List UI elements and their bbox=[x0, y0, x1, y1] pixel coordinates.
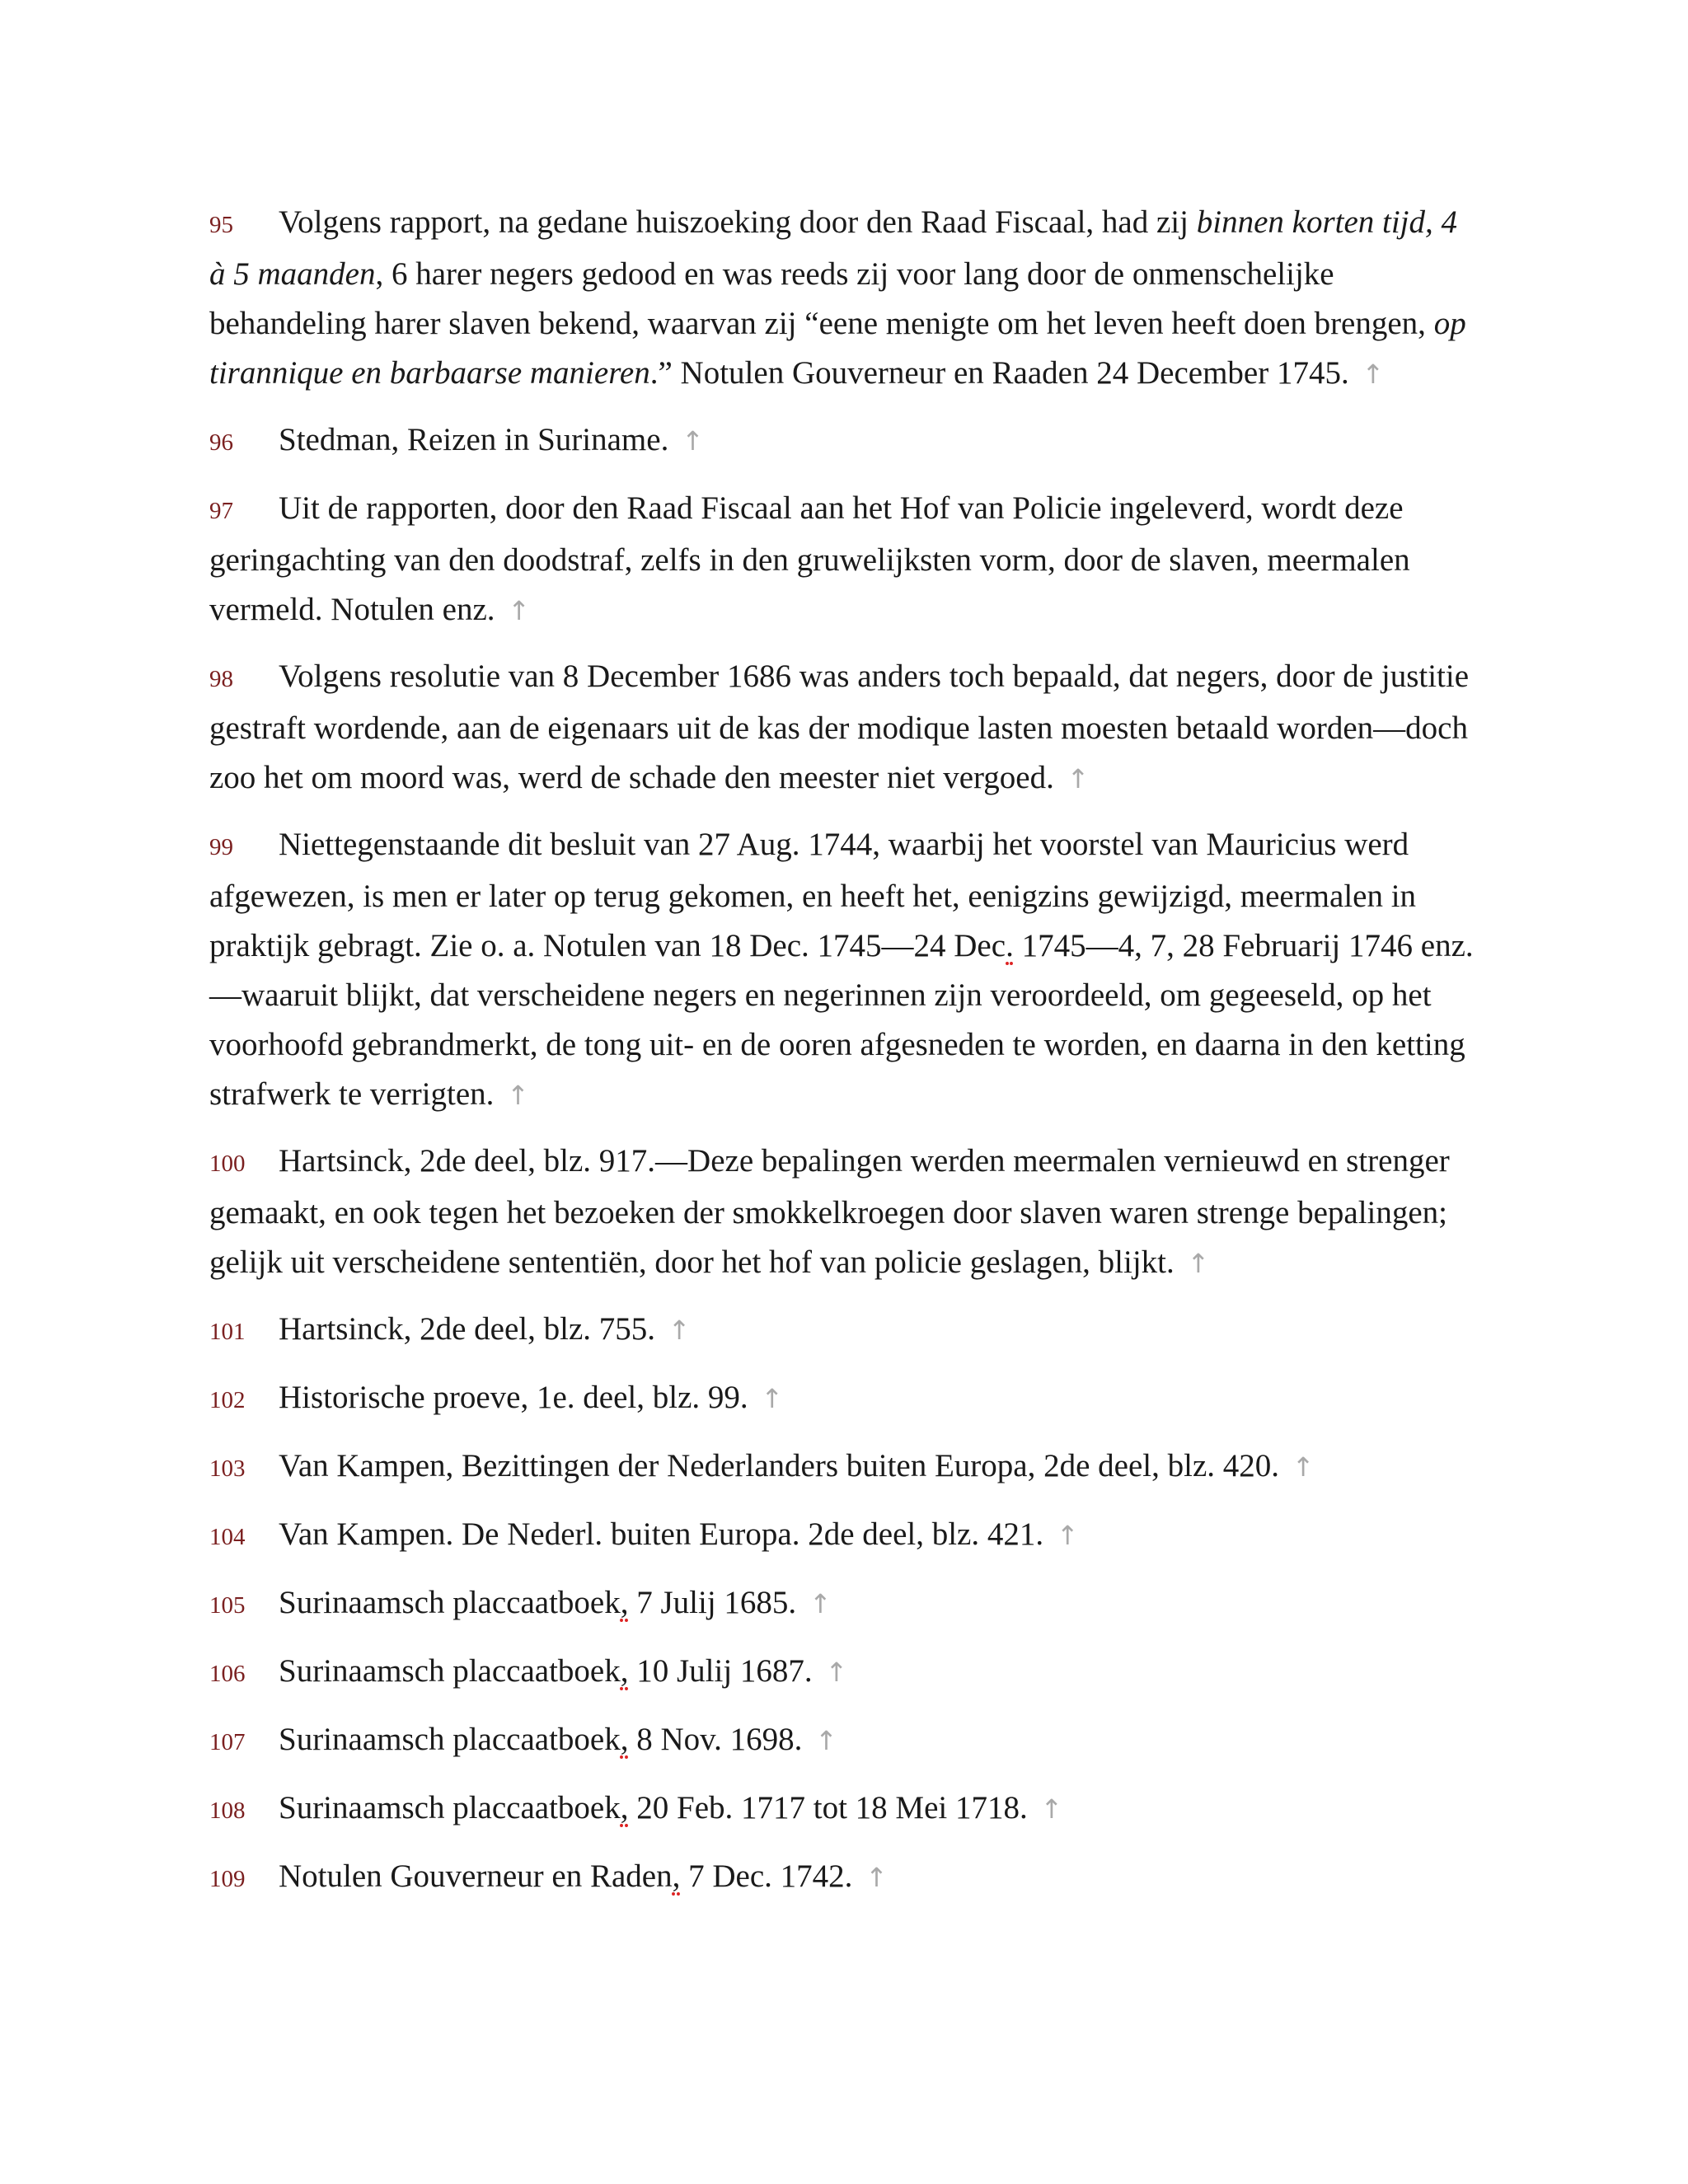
footnote-text: , bbox=[620, 1653, 629, 1689]
footnote-95 bbox=[209, 198, 1479, 399]
back-arrow-icon[interactable]: ↑ bbox=[761, 1383, 784, 1414]
footnote-106 bbox=[209, 1647, 1479, 1699]
footnote-text: Volgens resolutie van 8 December 1686 was anders toch bepaald, dat negers, door de justitie gestraft wordende, aan de eigenaars uit de kas der modique lasten moesten betaald worden—doch zoo het om moord was, werd de schade den meester niet vergoed. bbox=[209, 658, 1470, 795]
back-arrow-icon[interactable]: ↑ bbox=[809, 1588, 832, 1619]
footnote-107 bbox=[209, 1715, 1479, 1767]
footnote-105 bbox=[209, 1578, 1479, 1630]
footnote-text: .” Notulen Gouverneur en Raaden 24 December 1745. bbox=[649, 355, 1349, 391]
back-arrow-icon[interactable]: ↑ bbox=[1056, 1520, 1079, 1551]
footnote-number[interactable]: 100 bbox=[209, 1151, 246, 1177]
footnote-text: Surinaamsch placcaatboek bbox=[279, 1653, 621, 1689]
back-arrow-icon[interactable]: ↑ bbox=[507, 1080, 529, 1111]
footnote-text: Niettegenstaande dit besluit van 27 Aug. 1744, waarbij het voorstel van Mauricius werd afgewezen, is men er later op terug gekomen, en heeft het, eenigzins gewijzigd, meermalen in praktijk gebragt. Zie o. a. Notulen van 18 Dec. 1745—24 Dec bbox=[209, 827, 1417, 963]
footnote-101 bbox=[209, 1305, 1479, 1357]
footnote-97 bbox=[209, 484, 1479, 635]
footnote-text: Hartsinck, 2de deel, blz. 917.—Deze bepalingen werden meermalen vernieuwd en strenger gemaakt, en ook tegen het bezoeken der smokkelkroegen door slaven waren strenge bepalingen; gelijk uit verscheidene sententiën, door het hof van policie geslagen, blijkt. bbox=[209, 1143, 1450, 1280]
footnote-text: . bbox=[1006, 928, 1014, 963]
footnote-number[interactable]: 98 bbox=[209, 666, 233, 692]
footnote-98 bbox=[209, 652, 1479, 804]
footnote-number[interactable]: 104 bbox=[209, 1524, 246, 1550]
footnote-100 bbox=[209, 1137, 1479, 1288]
footnote-number[interactable]: 101 bbox=[209, 1319, 246, 1345]
footnote-text: Notulen Gouverneur en Raden bbox=[279, 1858, 673, 1894]
back-arrow-icon[interactable]: ↑ bbox=[825, 1657, 848, 1688]
footnote-109 bbox=[209, 1852, 1479, 1904]
footnote-number[interactable]: 109 bbox=[209, 1866, 246, 1892]
footnote-italic-text: binnen korten tijd, 4 à 5 maanden bbox=[209, 204, 1458, 292]
back-arrow-icon[interactable]: ↑ bbox=[682, 425, 704, 457]
footnote-number[interactable]: 97 bbox=[209, 498, 233, 524]
footnote-text: Stedman, Reizen in Suriname. bbox=[279, 422, 669, 457]
footnote-number[interactable]: 96 bbox=[209, 429, 233, 456]
footnote-number[interactable]: 108 bbox=[209, 1797, 246, 1824]
footnote-102 bbox=[209, 1373, 1479, 1425]
footnote-number[interactable]: 106 bbox=[209, 1661, 246, 1687]
footnote-text: Uit de rapporten, door den Raad Fiscaal aan het Hof van Policie ingeleverd, wordt deze geringachting van den doodstraf, zelfs in den gruwelijksten vorm, door de slaven, meermalen vermeld. Notulen enz. bbox=[209, 490, 1410, 627]
footnote-number[interactable]: 103 bbox=[209, 1455, 246, 1482]
footnote-number[interactable]: 105 bbox=[209, 1592, 246, 1619]
footnote-text: , bbox=[620, 1790, 629, 1825]
footnote-text: , 6 harer negers gedood en was reeds zij voor lang door de onmenschelijke behandeling harer slaven bekend, waarvan zij “eene menigte om het leven heeft doen brengen, bbox=[209, 256, 1434, 341]
footnote-text: Surinaamsch placcaatboek bbox=[279, 1790, 621, 1825]
footnote-number[interactable]: 99 bbox=[209, 834, 233, 860]
footnote-text: Hartsinck, 2de deel, blz. 755. bbox=[279, 1311, 656, 1347]
back-arrow-icon[interactable]: ↑ bbox=[1067, 763, 1090, 794]
footnote-text: Surinaamsch placcaatboek bbox=[279, 1585, 621, 1620]
footnote-number[interactable]: 102 bbox=[209, 1387, 246, 1413]
back-arrow-icon[interactable]: ↑ bbox=[668, 1315, 691, 1346]
back-arrow-icon[interactable]: ↑ bbox=[1362, 359, 1385, 390]
footnote-text: Van Kampen, Bezittingen der Nederlanders buiten Europa, 2de deel, blz. 420. bbox=[279, 1448, 1280, 1483]
back-arrow-icon[interactable]: ↑ bbox=[815, 1725, 837, 1756]
footnote-text: 7 Dec. 1742. bbox=[680, 1858, 853, 1894]
back-arrow-icon[interactable]: ↑ bbox=[865, 1862, 888, 1893]
footnote-text: Historische proeve, 1e. deel, blz. 99. bbox=[279, 1380, 748, 1415]
footnote-number[interactable]: 95 bbox=[209, 212, 233, 238]
footnote-text: 8 Nov. 1698. bbox=[628, 1722, 803, 1757]
footnote-text: , bbox=[620, 1585, 629, 1620]
footnote-text: 1745—4, 7, 28 Februarij 1746 enz.—waaruit blijkt, dat verscheidene negers en negerinnen zijn veroordeeld, om gegeeseld, op het voorhoofd gebrandmerkt, de tong uit- en de ooren afgesneden te worden, en daarna in den ketting strafwerk te verrigten. bbox=[209, 928, 1474, 1112]
footnote-text: 10 Julij 1687. bbox=[628, 1653, 813, 1689]
footnote-108 bbox=[209, 1783, 1479, 1835]
footnote-italic-text: op tirannique en barbaarse manieren bbox=[209, 306, 1466, 391]
footnote-text: Volgens rapport, na gedane huiszoeking door den Raad Fiscaal, had zij bbox=[279, 204, 1197, 240]
footnote-text: , bbox=[672, 1858, 681, 1894]
footnote-text: 7 Julij 1685. bbox=[628, 1585, 797, 1620]
footnote-103 bbox=[209, 1441, 1479, 1493]
footnote-text: , bbox=[620, 1722, 629, 1757]
footnote-text: 20 Feb. 1717 tot 18 Mei 1718. bbox=[628, 1790, 1028, 1825]
footnote-number[interactable]: 107 bbox=[209, 1729, 246, 1755]
footnote-96 bbox=[209, 415, 1479, 467]
footnotes-page bbox=[209, 198, 1479, 1920]
footnote-104 bbox=[209, 1510, 1479, 1562]
footnote-text: Surinaamsch placcaatboek bbox=[279, 1722, 621, 1757]
footnote-99 bbox=[209, 820, 1479, 1120]
back-arrow-icon[interactable]: ↑ bbox=[1292, 1451, 1315, 1483]
footnote-text: Van Kampen. De Nederl. buiten Europa. 2de deel, blz. 421. bbox=[279, 1516, 1044, 1552]
back-arrow-icon[interactable]: ↑ bbox=[1040, 1793, 1063, 1825]
back-arrow-icon[interactable]: ↑ bbox=[508, 595, 531, 626]
back-arrow-icon[interactable]: ↑ bbox=[1187, 1248, 1210, 1279]
